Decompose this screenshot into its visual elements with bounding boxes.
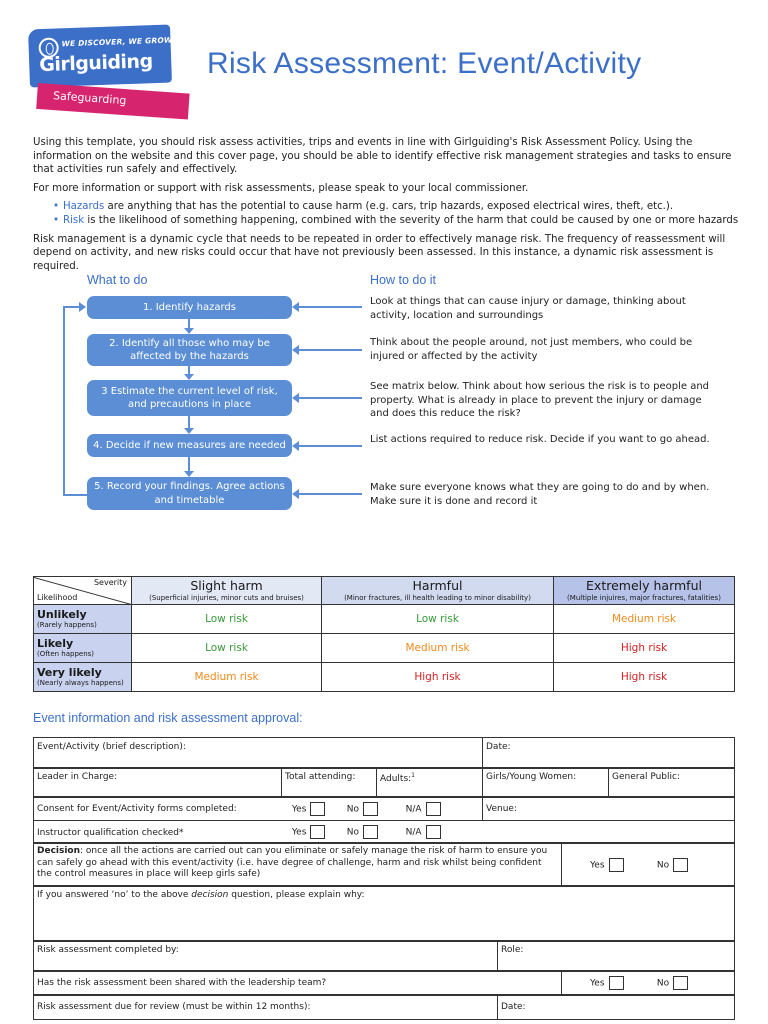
form-row bbox=[34, 738, 735, 769]
role-label: Role: bbox=[501, 945, 524, 955]
flow-step-3: 3 Estimate the current level of risk, and precautions in place bbox=[87, 380, 292, 416]
down-arrow bbox=[188, 366, 190, 378]
intro-paragraph: Risk management is a dynamic cycle that needs to be repeated in order to effectively manage risk. The frequency of reassessment will depend on activity, and new risks could occur that have not previously been assessed. In this instance, a dynamic risk assessment is required. bbox=[33, 233, 726, 272]
form-row bbox=[34, 843, 735, 887]
approval-heading: Event information and risk assessment approval: bbox=[33, 711, 303, 725]
adults-footnote: 1 bbox=[411, 772, 415, 779]
shared-label: Has the risk assessment been shared with the leadership team? bbox=[37, 978, 327, 988]
consent-field bbox=[34, 797, 483, 821]
consent-na-checkbox[interactable] bbox=[426, 802, 441, 816]
likelihood-name: Very likely bbox=[37, 666, 102, 679]
likelihood-note: (Rarely happens) bbox=[37, 621, 97, 629]
logo-ribbon bbox=[36, 83, 189, 120]
severity-note: (Superficial injuries, minor cuts and bruises) bbox=[149, 594, 304, 602]
shared-no bbox=[657, 976, 688, 990]
no-label: No bbox=[656, 860, 670, 870]
how-step-5: Make sure everyone knows what they are going to do and by when. Make sure it is done and record it bbox=[370, 482, 710, 507]
leader-field[interactable] bbox=[34, 768, 282, 798]
explain-text: question, please explain why: bbox=[228, 890, 365, 900]
risk-cell: Low risk bbox=[132, 605, 322, 634]
instructor-na-checkbox[interactable] bbox=[426, 825, 441, 839]
instructor-no bbox=[347, 825, 403, 839]
decision-label: Decision bbox=[37, 846, 81, 856]
matrix-row bbox=[34, 634, 735, 663]
flow-step-5: 5. Record your findings. Agree actions and timetable bbox=[87, 477, 292, 510]
leader-label: Leader in Charge: bbox=[37, 772, 118, 782]
shared-question bbox=[34, 971, 562, 996]
risk-matrix bbox=[33, 576, 735, 692]
definition-term: Risk bbox=[63, 214, 85, 226]
likelihood-axis-label: Likelihood bbox=[37, 593, 78, 602]
na-label: N/A bbox=[405, 804, 422, 814]
approval-form bbox=[33, 970, 735, 996]
likelihood-note: (Often happens) bbox=[37, 650, 95, 658]
flow-step-2: 2. Identify all those who may be affected by the hazards bbox=[87, 334, 292, 366]
intro-paragraph: For more information or support with risk assessments, please speak to your local commissioner. bbox=[33, 182, 529, 194]
how-step-2: Think about the people around, not just members, who could be injured or affected by the activity bbox=[370, 337, 693, 362]
form-row bbox=[34, 971, 735, 996]
definition-text: are anything that has the potential to cause harm (e.g. cars, trip hazards, exposed electrical wires, theft, etc.). bbox=[104, 201, 674, 213]
form-row bbox=[34, 797, 735, 821]
approval-form bbox=[33, 940, 735, 972]
girls-field[interactable] bbox=[483, 768, 609, 798]
venue-field[interactable] bbox=[483, 797, 735, 821]
date-label: Date: bbox=[486, 742, 511, 752]
definition-term: Hazards bbox=[63, 201, 105, 213]
matrix-row bbox=[34, 605, 735, 634]
instructor-na bbox=[406, 825, 441, 839]
severity-name: Slight harm bbox=[190, 578, 263, 593]
role-field[interactable] bbox=[498, 941, 735, 972]
consent-yes-checkbox[interactable] bbox=[310, 802, 325, 816]
shared-answer bbox=[562, 971, 735, 996]
completed-by-field[interactable] bbox=[34, 941, 498, 972]
approval-form bbox=[33, 885, 735, 942]
likelihood-name: Likely bbox=[37, 637, 74, 650]
review-label: Risk assessment due for review (must be within 12 months): bbox=[37, 1002, 311, 1012]
completed-by-label: Risk assessment completed by: bbox=[37, 945, 179, 955]
approval-form bbox=[33, 842, 735, 887]
instructor-field bbox=[34, 821, 735, 844]
total-attending-label: Total attending: bbox=[285, 772, 356, 782]
decision-no-checkbox[interactable] bbox=[673, 858, 688, 872]
severity-header bbox=[554, 577, 735, 605]
venue-label: Venue: bbox=[486, 803, 517, 814]
decision-question bbox=[34, 843, 562, 887]
yes-label: Yes bbox=[291, 804, 307, 814]
event-field[interactable] bbox=[34, 738, 483, 769]
logo-ribbon-text: Safeguarding bbox=[52, 89, 127, 108]
risk-cell: High risk bbox=[554, 663, 735, 692]
approval-form bbox=[33, 796, 735, 844]
logo-card bbox=[28, 25, 172, 88]
event-label: Event/Activity (brief description): bbox=[37, 742, 186, 752]
public-field[interactable] bbox=[609, 768, 735, 798]
severity-name: Extremely harmful bbox=[586, 578, 702, 593]
how-to-do-it-heading: How to do it bbox=[370, 273, 437, 287]
definitions-list bbox=[53, 200, 739, 227]
decision-text: : once all the actions are carried out can you eliminate or safely manage the risk of harm to ensure you can safely go ahead with this event/activity (i.e. have degree of challenge, harm and risk whilst being confident the control measures in place will keep girls safe) bbox=[37, 846, 548, 879]
intro-text bbox=[33, 136, 739, 278]
form-row bbox=[34, 941, 735, 972]
severity-header bbox=[322, 577, 554, 605]
left-arrow bbox=[294, 306, 362, 308]
flow-step-4: 4. Decide if new measures are needed bbox=[87, 434, 292, 457]
instructor-yes bbox=[292, 825, 344, 839]
no-label: No bbox=[656, 978, 670, 989]
approval-form bbox=[33, 737, 735, 769]
decision-no bbox=[657, 858, 688, 872]
how-step-1: Look at things that can cause injury or damage, thinking about activity, location and surroundings bbox=[370, 296, 686, 321]
consent-na bbox=[406, 802, 441, 816]
risk-cell: High risk bbox=[554, 634, 735, 663]
review-date-field[interactable] bbox=[498, 995, 735, 1020]
yes-label: Yes bbox=[590, 978, 605, 989]
matrix-corner bbox=[34, 577, 132, 605]
left-arrow bbox=[294, 349, 362, 351]
review-date-label: Date: bbox=[501, 1002, 526, 1012]
matrix-row bbox=[34, 663, 735, 692]
shared-no-checkbox[interactable] bbox=[673, 976, 688, 990]
left-arrow bbox=[294, 397, 362, 399]
logo-tagline: WE DISCOVER, WE GROW bbox=[61, 35, 173, 49]
left-arrow bbox=[294, 493, 362, 495]
decision-answer bbox=[562, 843, 735, 887]
down-arrow bbox=[188, 319, 190, 332]
girls-label: Girls/Young Women: bbox=[486, 772, 577, 782]
yes-label: Yes bbox=[291, 827, 307, 838]
severity-header bbox=[132, 577, 322, 605]
explain-text: If you answered ‘no’ to the above bbox=[37, 890, 192, 900]
how-step-3: See matrix below. Think about how serious the risk is to people and property. What is already in place to prevent the injury or damage and does this reduce the risk? bbox=[370, 381, 710, 419]
instructor-label: Instructor qualification checked* bbox=[37, 827, 184, 838]
risk-cell: High risk bbox=[322, 663, 554, 692]
approval-form bbox=[33, 994, 735, 1020]
explain-field[interactable] bbox=[34, 886, 735, 942]
consent-no-checkbox[interactable] bbox=[363, 802, 378, 816]
risk-cell: Medium risk bbox=[554, 605, 735, 634]
likelihood-note: (Nearly always happens) bbox=[37, 679, 124, 687]
girlguiding-logo bbox=[24, 27, 188, 121]
likelihood-name: Unlikely bbox=[37, 608, 87, 621]
risk-cell: Medium risk bbox=[322, 634, 554, 663]
form-row bbox=[34, 821, 735, 844]
definition-item bbox=[53, 200, 739, 214]
shared-yes bbox=[590, 976, 654, 990]
shared-yes-checkbox[interactable] bbox=[609, 976, 624, 990]
down-arrow bbox=[188, 416, 190, 432]
how-step-4: List actions required to reduce risk. Decide if you want to go ahead. bbox=[370, 434, 710, 445]
likelihood-header bbox=[34, 634, 132, 663]
instructor-no-checkbox[interactable] bbox=[363, 825, 378, 839]
review-field[interactable] bbox=[34, 995, 498, 1020]
what-to-do-heading: What to do bbox=[87, 273, 148, 287]
definition-item bbox=[53, 214, 739, 228]
cycle-arrow-head bbox=[63, 306, 80, 308]
approval-form bbox=[33, 767, 735, 798]
form-row bbox=[34, 995, 735, 1020]
risk-cell: Low risk bbox=[322, 605, 554, 634]
form-row bbox=[34, 768, 735, 798]
decision-yes-checkbox[interactable] bbox=[609, 858, 624, 872]
form-row bbox=[34, 886, 735, 942]
logo-brand: Girlguiding bbox=[38, 50, 153, 77]
left-arrow bbox=[294, 445, 362, 447]
public-label: General Public: bbox=[612, 772, 680, 782]
yes-label: Yes bbox=[590, 860, 605, 870]
explain-emphasis: decision bbox=[191, 890, 229, 900]
page-title: Risk Assessment: Event/Activity bbox=[207, 47, 642, 80]
consent-no bbox=[347, 802, 403, 816]
risk-cell: Medium risk bbox=[132, 663, 322, 692]
date-field[interactable] bbox=[483, 738, 735, 769]
cycle-arrow bbox=[63, 306, 65, 496]
flow-step-1: 1. Identify hazards bbox=[87, 296, 292, 319]
no-label: No bbox=[346, 827, 359, 838]
definition-text: is the likelihood of something happening, combined with the severity of the harm that could be caused by one or more hazards bbox=[84, 214, 739, 226]
adults-label: Adults: bbox=[380, 774, 412, 784]
adults-field[interactable] bbox=[377, 768, 483, 798]
no-label: No bbox=[346, 804, 359, 814]
total-attending-field[interactable] bbox=[282, 768, 377, 798]
decision-yes bbox=[590, 858, 654, 872]
na-label: N/A bbox=[405, 827, 422, 838]
risk-cell: Low risk bbox=[132, 634, 322, 663]
likelihood-header bbox=[34, 605, 132, 634]
cycle-arrow bbox=[63, 494, 87, 496]
severity-note: (Minor fractures, ill health leading to minor disability) bbox=[344, 594, 531, 602]
matrix-header-row bbox=[34, 577, 735, 605]
consent-label: Consent for Event/Activity forms completed: bbox=[37, 804, 237, 814]
instructor-yes-checkbox[interactable] bbox=[310, 825, 325, 839]
likelihood-header bbox=[34, 663, 132, 692]
consent-yes bbox=[292, 802, 344, 816]
severity-axis-label: Severity bbox=[93, 578, 127, 587]
severity-name: Harmful bbox=[412, 578, 463, 593]
intro-paragraph: Using this template, you should risk assess activities, trips and events in line with Girlguiding's Risk Assessment Policy. Using the information on the website and this cover page, you should be able to identify effective risk management strategies and tasks to ensure that activities run safely and effectively. bbox=[33, 137, 732, 176]
down-arrow bbox=[188, 457, 190, 475]
severity-note: (Multiple injuires, major fractures, fatalities) bbox=[567, 594, 721, 602]
